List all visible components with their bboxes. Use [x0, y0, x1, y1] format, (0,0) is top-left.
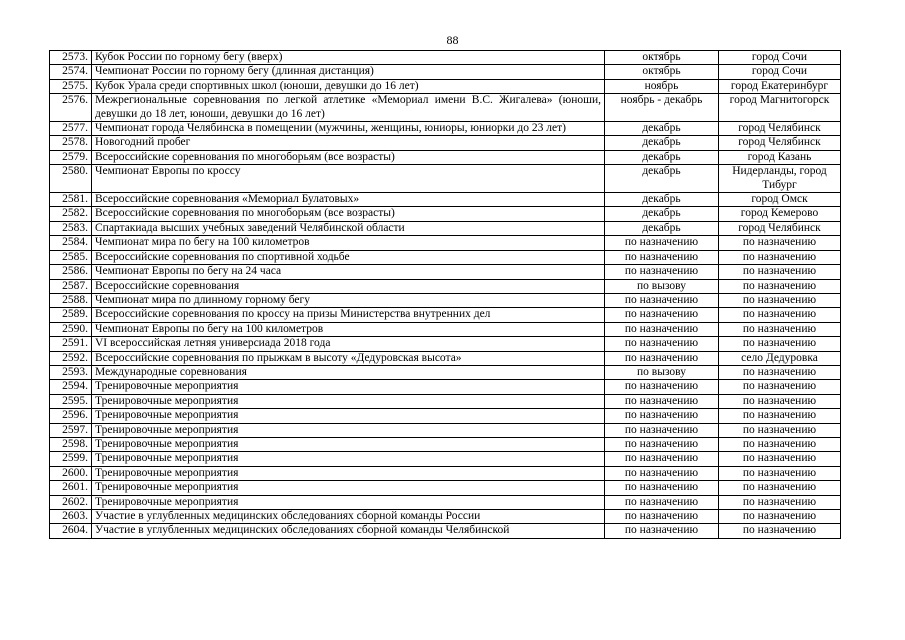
event-name: Международные соревнования [92, 365, 605, 379]
event-date: декабрь [605, 193, 719, 207]
table-row [50, 481, 841, 495]
event-place: город Челябинск [719, 221, 841, 235]
table-row [50, 351, 841, 365]
table-row [50, 236, 841, 250]
event-name: Межрегиональные соревнования по легкой атлетике «Мемориал имени В.С. Жигалева» (юноши, девушки до 18 лет, юноши, девушки до 16 лет) [92, 94, 605, 122]
row-number: 2595. [50, 394, 92, 408]
row-number: 2593. [50, 365, 92, 379]
event-name: Кубок Урала среди спортивных школ (юноши, девушки до 16 лет) [92, 79, 605, 93]
event-place: по назначению [719, 322, 841, 336]
row-number: 2597. [50, 423, 92, 437]
table-row [50, 250, 841, 264]
event-place: город Казань [719, 150, 841, 164]
event-name: Тренировочные мероприятия [92, 495, 605, 509]
event-place: по назначению [719, 524, 841, 538]
row-number: 2591. [50, 337, 92, 351]
table-row [50, 265, 841, 279]
event-name: Тренировочные мероприятия [92, 394, 605, 408]
event-name: Всероссийские соревнования по спортивной ходьбе [92, 250, 605, 264]
event-place: город Челябинск [719, 122, 841, 136]
row-number: 2592. [50, 351, 92, 365]
event-place: по назначению [719, 337, 841, 351]
table-row [50, 510, 841, 524]
event-name: Всероссийские соревнования по кроссу на призы Министерства внутренних дел [92, 308, 605, 322]
row-number: 2603. [50, 510, 92, 524]
event-date: по назначению [605, 409, 719, 423]
event-date: по назначению [605, 437, 719, 451]
event-date: декабрь [605, 150, 719, 164]
event-place: город Екатеринбург [719, 79, 841, 93]
event-date: по назначению [605, 495, 719, 509]
event-place: по назначению [719, 308, 841, 322]
row-number: 2600. [50, 466, 92, 480]
table-row [50, 495, 841, 509]
event-name: Тренировочные мероприятия [92, 452, 605, 466]
table-row [50, 423, 841, 437]
event-date: октябрь [605, 65, 719, 79]
table-row [50, 394, 841, 408]
event-place: по назначению [719, 409, 841, 423]
table-row [50, 165, 841, 193]
event-name: Всероссийские соревнования по многоборьям (все возрасты) [92, 207, 605, 221]
event-date: по назначению [605, 510, 719, 524]
event-place: Нидерланды, город Тибург [719, 165, 841, 193]
event-date: по назначению [605, 293, 719, 307]
events-table-body [50, 51, 841, 539]
event-date: по назначению [605, 466, 719, 480]
event-place: город Челябинск [719, 136, 841, 150]
event-name: Тренировочные мероприятия [92, 437, 605, 451]
event-name: Всероссийские соревнования «Мемориал Булатовых» [92, 193, 605, 207]
table-row [50, 136, 841, 150]
event-date: по назначению [605, 308, 719, 322]
event-name: Всероссийские соревнования по многоборьям (все возрасты) [92, 150, 605, 164]
table-row [50, 221, 841, 235]
row-number: 2581. [50, 193, 92, 207]
table-row [50, 51, 841, 65]
event-name: Чемпионат мира по бегу на 100 километров [92, 236, 605, 250]
event-date: по назначению [605, 250, 719, 264]
event-place: по назначению [719, 365, 841, 379]
event-place: по назначению [719, 495, 841, 509]
row-number: 2588. [50, 293, 92, 307]
row-number: 2582. [50, 207, 92, 221]
event-place: село Дедуровка [719, 351, 841, 365]
table-row [50, 122, 841, 136]
event-name: Всероссийские соревнования по прыжкам в высоту «Дедуровская высота» [92, 351, 605, 365]
table-row [50, 150, 841, 164]
row-number: 2587. [50, 279, 92, 293]
event-date: декабрь [605, 207, 719, 221]
event-name: Чемпионат города Челябинска в помещении (мужчины, женщины, юниоры, юниорки до 23 лет) [92, 122, 605, 136]
event-place: по назначению [719, 380, 841, 394]
event-place: по назначению [719, 293, 841, 307]
table-row [50, 322, 841, 336]
row-number: 2585. [50, 250, 92, 264]
table-row [50, 524, 841, 538]
event-date: декабрь [605, 221, 719, 235]
table-row [50, 380, 841, 394]
event-name: Участие в углубленных медицинских обследованиях сборной команды России [92, 510, 605, 524]
row-number: 2586. [50, 265, 92, 279]
event-place: по назначению [719, 423, 841, 437]
event-date: по назначению [605, 236, 719, 250]
event-place: по назначению [719, 452, 841, 466]
event-date: ноябрь - декабрь [605, 94, 719, 122]
event-name: Всероссийские соревнования [92, 279, 605, 293]
event-date: по назначению [605, 452, 719, 466]
table-row [50, 94, 841, 122]
event-place: по назначению [719, 437, 841, 451]
event-place: по назначению [719, 481, 841, 495]
event-place: город Магнитогорск [719, 94, 841, 122]
events-table [49, 50, 841, 539]
row-number: 2584. [50, 236, 92, 250]
table-row [50, 337, 841, 351]
table-row [50, 452, 841, 466]
table-row [50, 193, 841, 207]
event-place: по назначению [719, 466, 841, 480]
row-number: 2594. [50, 380, 92, 394]
event-name: Тренировочные мероприятия [92, 409, 605, 423]
event-date: по назначению [605, 481, 719, 495]
event-date: по назначению [605, 351, 719, 365]
event-date: октябрь [605, 51, 719, 65]
row-number: 2590. [50, 322, 92, 336]
table-row [50, 308, 841, 322]
row-number: 2602. [50, 495, 92, 509]
event-place: по назначению [719, 279, 841, 293]
row-number: 2578. [50, 136, 92, 150]
event-name: Тренировочные мероприятия [92, 380, 605, 394]
row-number: 2598. [50, 437, 92, 451]
table-row [50, 365, 841, 379]
row-number: 2577. [50, 122, 92, 136]
event-date: по назначению [605, 394, 719, 408]
event-name: Чемпионат России по горному бегу (длинная дистанция) [92, 65, 605, 79]
event-date: по назначению [605, 524, 719, 538]
event-name: Чемпионат Европы по бегу на 24 часа [92, 265, 605, 279]
event-place: по назначению [719, 394, 841, 408]
row-number: 2573. [50, 51, 92, 65]
table-row [50, 293, 841, 307]
table-row [50, 279, 841, 293]
event-name: Участие в углубленных медицинских обследованиях сборной команды Челябинской [92, 524, 605, 538]
event-place: по назначению [719, 236, 841, 250]
row-number: 2583. [50, 221, 92, 235]
event-date: ноябрь [605, 79, 719, 93]
row-number: 2575. [50, 79, 92, 93]
page-number: 88 [446, 33, 459, 47]
event-date: декабрь [605, 136, 719, 150]
event-name: Кубок России по горному бегу (вверх) [92, 51, 605, 65]
event-date: по вызову [605, 279, 719, 293]
table-row [50, 409, 841, 423]
event-date: по назначению [605, 337, 719, 351]
table-row [50, 79, 841, 93]
event-date: декабрь [605, 122, 719, 136]
event-name: Тренировочные мероприятия [92, 481, 605, 495]
event-place: по назначению [719, 265, 841, 279]
row-number: 2604. [50, 524, 92, 538]
row-number: 2601. [50, 481, 92, 495]
row-number: 2576. [50, 94, 92, 122]
event-name: Тренировочные мероприятия [92, 423, 605, 437]
event-date: по назначению [605, 380, 719, 394]
event-date: по вызову [605, 365, 719, 379]
event-name: Новогодний пробег [92, 136, 605, 150]
event-place: по назначению [719, 510, 841, 524]
event-name: Тренировочные мероприятия [92, 466, 605, 480]
row-number: 2579. [50, 150, 92, 164]
row-number: 2596. [50, 409, 92, 423]
row-number: 2574. [50, 65, 92, 79]
event-date: по назначению [605, 265, 719, 279]
event-name: VI всероссийская летняя универсиада 2018 года [92, 337, 605, 351]
event-place: город Кемерово [719, 207, 841, 221]
event-name: Чемпионат Европы по кроссу [92, 165, 605, 193]
event-name: Спартакиада высших учебных заведений Челябинской области [92, 221, 605, 235]
event-name: Чемпионат Европы по бегу на 100 километров [92, 322, 605, 336]
row-number: 2580. [50, 165, 92, 193]
event-name: Чемпионат мира по длинному горному бегу [92, 293, 605, 307]
row-number: 2589. [50, 308, 92, 322]
row-number: 2599. [50, 452, 92, 466]
event-place: город Омск [719, 193, 841, 207]
event-date: по назначению [605, 322, 719, 336]
event-date: по назначению [605, 423, 719, 437]
table-row [50, 466, 841, 480]
event-place: по назначению [719, 250, 841, 264]
event-place: город Сочи [719, 65, 841, 79]
event-place: город Сочи [719, 51, 841, 65]
table-row [50, 207, 841, 221]
table-row [50, 65, 841, 79]
event-date: декабрь [605, 165, 719, 193]
table-row [50, 437, 841, 451]
